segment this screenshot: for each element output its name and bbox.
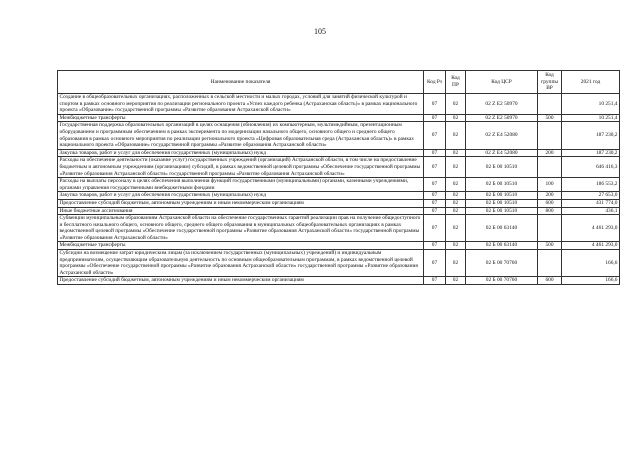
row-vr	[538, 157, 562, 178]
row-rz: 07	[424, 250, 446, 277]
table-row	[58, 149, 620, 157]
header-rz: Код Рз	[424, 71, 446, 94]
row-value: 187 230,2	[562, 149, 620, 157]
table-row	[58, 122, 620, 149]
header-name: Наименование показателя	[58, 71, 424, 94]
row-csr: 02 Б 00 10510	[466, 157, 538, 178]
row-name: Закупка товаров, работ и услуг для обеспечения государственных (муниципальных) нужд	[58, 192, 424, 200]
row-name: Межбюджетные трансферты	[58, 114, 424, 122]
row-name: Предоставление субсидий бюджетным, автономным учреждениям и иным некоммерческим организациям	[58, 277, 424, 285]
row-name: Создание в общеобразовательных организациях, расположенных в сельской местности и малых городах, условий для занятий физической культурой и спортом в рамках основного мероприятия по реализации регионального проекта «Успех каждого ребенка (Астраханская область)» в рамках национального проекта «Образование» государственной программы «Развитие образования Астраханской области»	[58, 94, 424, 115]
row-name: Иные бюджетные ассигнования	[58, 207, 424, 215]
table-row	[58, 178, 620, 192]
row-rz: 07	[424, 122, 446, 149]
table-row	[58, 199, 620, 207]
row-value: 186 553,2	[562, 178, 620, 192]
row-rz: 07	[424, 199, 446, 207]
row-value: 436,1	[562, 207, 620, 215]
table-row	[58, 250, 620, 277]
row-rz: 07	[424, 277, 446, 285]
row-csr: 02 Б 00 10510	[466, 178, 538, 192]
row-name: Субвенции муниципальным образованиям Астраханской области на обеспечение государственных гарантий реализации прав на получение общедоступного и бесплатного начального общего, основного общего, среднего общего образования в муниципальных общеобразовательных организациях в рамках ведомственной целевой программы «Обеспечение государственной программы «Развитие образования Астраханской области» государственной программы «Развитие образования Астраханской области»	[58, 215, 424, 242]
row-vr: 600	[538, 199, 562, 207]
row-pr: 02	[446, 215, 466, 242]
budget-table	[57, 70, 620, 285]
row-csr: 02 Z E2 50970	[466, 94, 538, 115]
row-pr: 02	[446, 199, 466, 207]
row-rz: 07	[424, 149, 446, 157]
row-vr: 600	[538, 277, 562, 285]
row-value: 4 461 293,0	[562, 242, 620, 250]
row-vr	[538, 94, 562, 115]
table-row	[58, 215, 620, 242]
header-vr: Код группы ВР	[538, 71, 562, 94]
table-row	[58, 242, 620, 250]
row-value: 646 416,3	[562, 157, 620, 178]
table-header-row	[58, 71, 620, 94]
row-value: 4 461 293,0	[562, 215, 620, 242]
row-rz: 07	[424, 114, 446, 122]
row-value: 10 251,4	[562, 114, 620, 122]
row-csr: 02 Z E4 52080	[466, 122, 538, 149]
row-pr: 02	[446, 122, 466, 149]
row-value: 27 653,0	[562, 192, 620, 200]
table-row	[58, 94, 620, 115]
row-value: 166,6	[562, 277, 620, 285]
row-pr: 02	[446, 277, 466, 285]
row-vr: 800	[538, 207, 562, 215]
row-pr: 02	[446, 178, 466, 192]
table-row	[58, 114, 620, 122]
row-vr	[538, 215, 562, 242]
row-pr: 02	[446, 94, 466, 115]
header-pr: Код ПР	[446, 71, 466, 94]
row-name: Предоставление субсидий бюджетным, автономным учреждениям и иным некоммерческим организациям	[58, 199, 424, 207]
row-value: 166,6	[562, 250, 620, 277]
row-vr: 500	[538, 242, 562, 250]
row-pr: 02	[446, 157, 466, 178]
row-name: Государственная поддержка образовательных организаций в целях оснащения (обновления) их компьютерным, мультимедийным, презентационным оборудованием и программным обеспечением в рамках эксперимента по модернизации начального общего, основного общего и среднего общего образования в рамках основного мероприятия по реализации регионального проекта «Цифровая образовательная среда (Астраханская область)» в рамках национального проекта «Образование» государственной программы «Развитие образования Астраханской области»	[58, 122, 424, 149]
table-row	[58, 192, 620, 200]
row-csr: 02 Б 00 63140	[466, 242, 538, 250]
row-rz: 07	[424, 157, 446, 178]
row-value: 10 251,4	[562, 94, 620, 115]
row-vr: 200	[538, 192, 562, 200]
row-vr	[538, 122, 562, 149]
row-pr: 02	[446, 149, 466, 157]
header-csr: Код ЦСР	[466, 71, 538, 94]
row-rz: 07	[424, 215, 446, 242]
table-row	[58, 207, 620, 215]
row-csr: 02 Б 00 70760	[466, 250, 538, 277]
table-row	[58, 277, 620, 285]
row-pr: 02	[446, 250, 466, 277]
row-vr: 500	[538, 114, 562, 122]
row-rz: 07	[424, 207, 446, 215]
row-pr: 02	[446, 114, 466, 122]
row-csr: 02 Z E4 52080	[466, 149, 538, 157]
row-rz: 07	[424, 94, 446, 115]
table-row	[58, 157, 620, 178]
row-name: Расходы на выплаты персоналу в целях обеспечения выполнения функций государственными (муниципальными) органами, казенными учреждениями, органами управления государственными внебюджетными фондами	[58, 178, 424, 192]
row-csr: 02 Б 00 10510	[466, 199, 538, 207]
row-pr: 02	[446, 207, 466, 215]
row-csr: 02 Z E2 50970	[466, 114, 538, 122]
row-vr: 100	[538, 178, 562, 192]
row-name: Расходы на обеспечение деятельности (оказание услуг) государственных учреждений (организаций) Астраханской области, в том числе на предоставление бюджетным и автономным учреждениям (организациям) субсидий, в рамках ведомственной целевой программы «Обеспечение государственной программы «Развитие образования Астраханской области» государственной программы «Развитие образования Астраханской области»	[58, 157, 424, 178]
row-pr: 02	[446, 242, 466, 250]
header-year: 2021 год	[562, 71, 620, 94]
row-csr: 02 Б 00 63140	[466, 215, 538, 242]
row-rz: 07	[424, 178, 446, 192]
row-csr: 02 Б 00 70760	[466, 277, 538, 285]
row-csr: 02 Б 00 10510	[466, 192, 538, 200]
row-name: Закупка товаров, работ и услуг для обеспечения государственных (муниципальных) нужд	[58, 149, 424, 157]
page-number: 105	[314, 27, 326, 36]
row-rz: 07	[424, 192, 446, 200]
row-pr: 02	[446, 192, 466, 200]
row-vr: 200	[538, 149, 562, 157]
row-vr	[538, 250, 562, 277]
row-csr: 02 Б 00 10510	[466, 207, 538, 215]
row-name: Межбюджетные трансферты	[58, 242, 424, 250]
row-value: 431 774,0	[562, 199, 620, 207]
row-rz: 07	[424, 242, 446, 250]
row-name: Субсидии на возмещение затрат юридическим лицам (за исключением государственных (муниципальных) учреждений) и индивидуальным предпринимателям, осуществляющим образовательную деятельность по основным общеобразовательным программам, в рамках ведомственной целевой программы «Обеспечение государственной программы «Развитие образования Астраханской области» государственной программы «Развитие образования Астраханской области»	[58, 250, 424, 277]
row-value: 187 230,2	[562, 122, 620, 149]
